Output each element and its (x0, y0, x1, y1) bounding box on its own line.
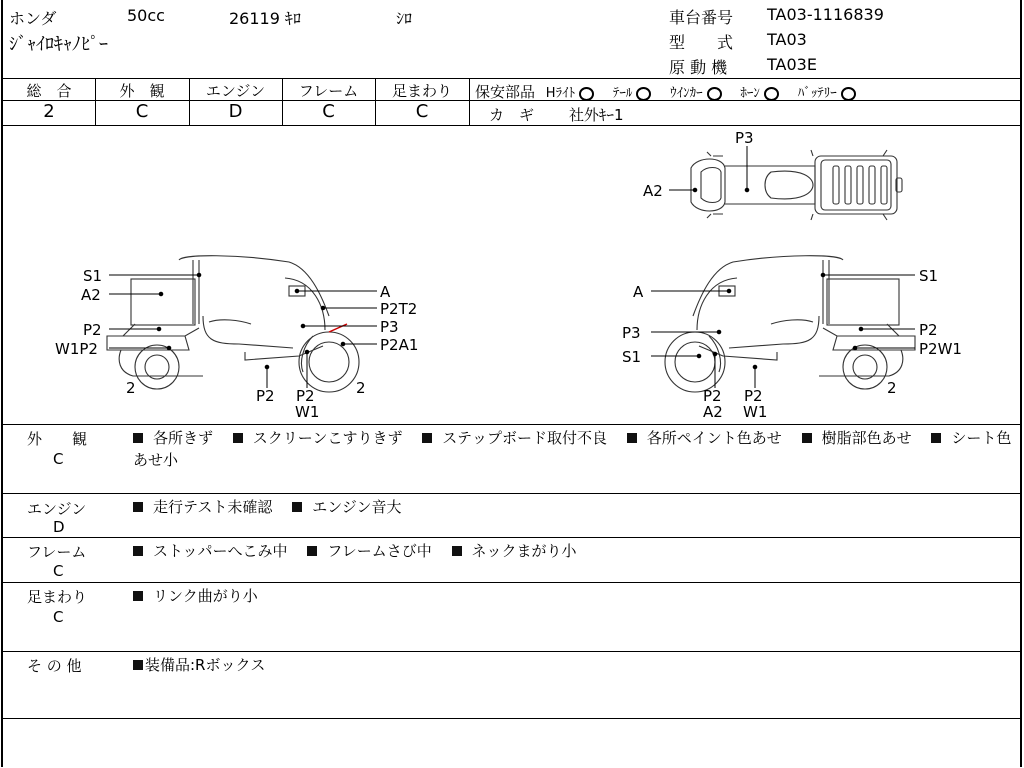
safety-item-horn: ﾎｰﾝ (740, 86, 793, 101)
section-title: フレーム (27, 543, 87, 561)
top-view (691, 150, 902, 220)
section-grade: D (53, 518, 65, 536)
safety-item-battery: ﾊﾞｯﾃﾘｰ (798, 86, 870, 101)
label-left-a: A (380, 283, 391, 301)
label-left-w1: W1 (295, 403, 320, 421)
ok-circle-icon (707, 87, 722, 101)
label-left-p2t2: P2T2 (380, 300, 418, 318)
mileage: 26119 ｷﾛ (229, 9, 301, 28)
ok-circle-icon (841, 87, 856, 101)
grade-value-suspension: C (415, 101, 429, 122)
scooter-diagram (3, 126, 1022, 424)
section-notes: 各所きず スクリーンこすりきず ステップボード取付不良 各所ペイント色あせ 樹脂部色あせ シート色あせ小 (133, 429, 1012, 469)
ok-circle-icon (764, 87, 779, 101)
label-left-p2b: P2 (256, 387, 275, 405)
section-grade: C (53, 608, 64, 626)
section-grade: C (53, 450, 64, 468)
section-title: 外 観 (27, 430, 88, 448)
grade-value-frame: C (322, 101, 335, 122)
left-side-view (107, 256, 359, 392)
label-left-2b: 2 (356, 379, 366, 397)
label-left-a2: A2 (81, 286, 101, 304)
ok-circle-icon (636, 87, 651, 101)
section-notes: 装備品:Rボックス (133, 654, 1013, 676)
label-right-p2w1: P2W1 (919, 340, 962, 358)
chassis-label: 車台番号 (669, 8, 734, 27)
grade-value-exterior: C (135, 101, 149, 122)
section-notes: ストッパーへこみ中 フレームさび中 ネックまがり小 (133, 540, 1013, 562)
engine-label: 原 動 機 (669, 58, 728, 77)
ok-circle-icon (579, 87, 594, 101)
key-label: カ ギ (489, 106, 535, 124)
label-left-p2c: P2 (296, 387, 315, 405)
section-title: エンジン (27, 500, 87, 518)
label-left-w1p2: W1P2 (55, 340, 98, 358)
label-right-p2b: P2 (703, 387, 722, 405)
section-title: 足まわり (27, 588, 88, 606)
maker: ホンダ (9, 9, 57, 28)
safety-item-winker: ｳｲﾝｶｰ (670, 86, 736, 101)
label-left-s1: S1 (83, 267, 103, 285)
label-right-p2: P2 (919, 321, 938, 339)
label-left-p3: P3 (380, 318, 399, 336)
section-title: そ の 他 (27, 657, 82, 675)
grade-label-exterior: 外 観 (119, 82, 165, 100)
label-right-s1b: S1 (622, 348, 642, 366)
safety-row (475, 81, 870, 102)
right-side-view (665, 256, 915, 392)
grade-label-frame: フレーム (298, 82, 359, 100)
label-right-a2: A2 (703, 403, 723, 421)
key-value: 社外ｷｰ1 (569, 106, 624, 124)
chassis-value: TA03-1116839 (767, 5, 884, 24)
safety-item-tail: ﾃｰﾙ (613, 86, 666, 101)
type-label: 型 式 (669, 33, 734, 52)
label-top-a2: A2 (643, 182, 663, 200)
label-right-p3: P3 (622, 324, 641, 342)
color: ｼﾛ (396, 9, 413, 28)
grade-value-overall: 2 (43, 101, 55, 122)
displacement: 50cc (127, 6, 165, 25)
grade-value-engine: D (228, 101, 243, 122)
label-right-a: A (633, 283, 644, 301)
grade-label-overall: 総 合 (26, 82, 72, 100)
label-right-2: 2 (887, 379, 897, 397)
label-left-p2: P2 (83, 321, 102, 339)
label-left-2a: 2 (126, 379, 136, 397)
section-notes: リンク曲がり小 (133, 585, 1013, 607)
section-notes: 走行テスト未確認 エンジン音大 (133, 496, 1013, 518)
label-right-s1: S1 (919, 267, 939, 285)
engine-value: TA03E (767, 55, 817, 74)
label-left-p2a1: P2A1 (380, 336, 419, 354)
label-top-p3: P3 (735, 129, 754, 147)
section-grade: C (53, 562, 64, 580)
grade-label-suspension: 足まわり (391, 82, 452, 100)
safety-title: 保安部品 (475, 83, 536, 101)
label-right-p2c: P2 (744, 387, 763, 405)
model-name: ｼﾞｬｲﾛｷｬﾉﾋﾟｰ (9, 34, 108, 55)
type-value: TA03 (767, 30, 807, 49)
grade-label-engine: エンジン (205, 82, 266, 100)
safety-item-headlight: Hﾗｲﾄ (546, 86, 608, 101)
label-right-w1: W1 (743, 403, 768, 421)
inspection-sheet (1, 0, 1022, 767)
